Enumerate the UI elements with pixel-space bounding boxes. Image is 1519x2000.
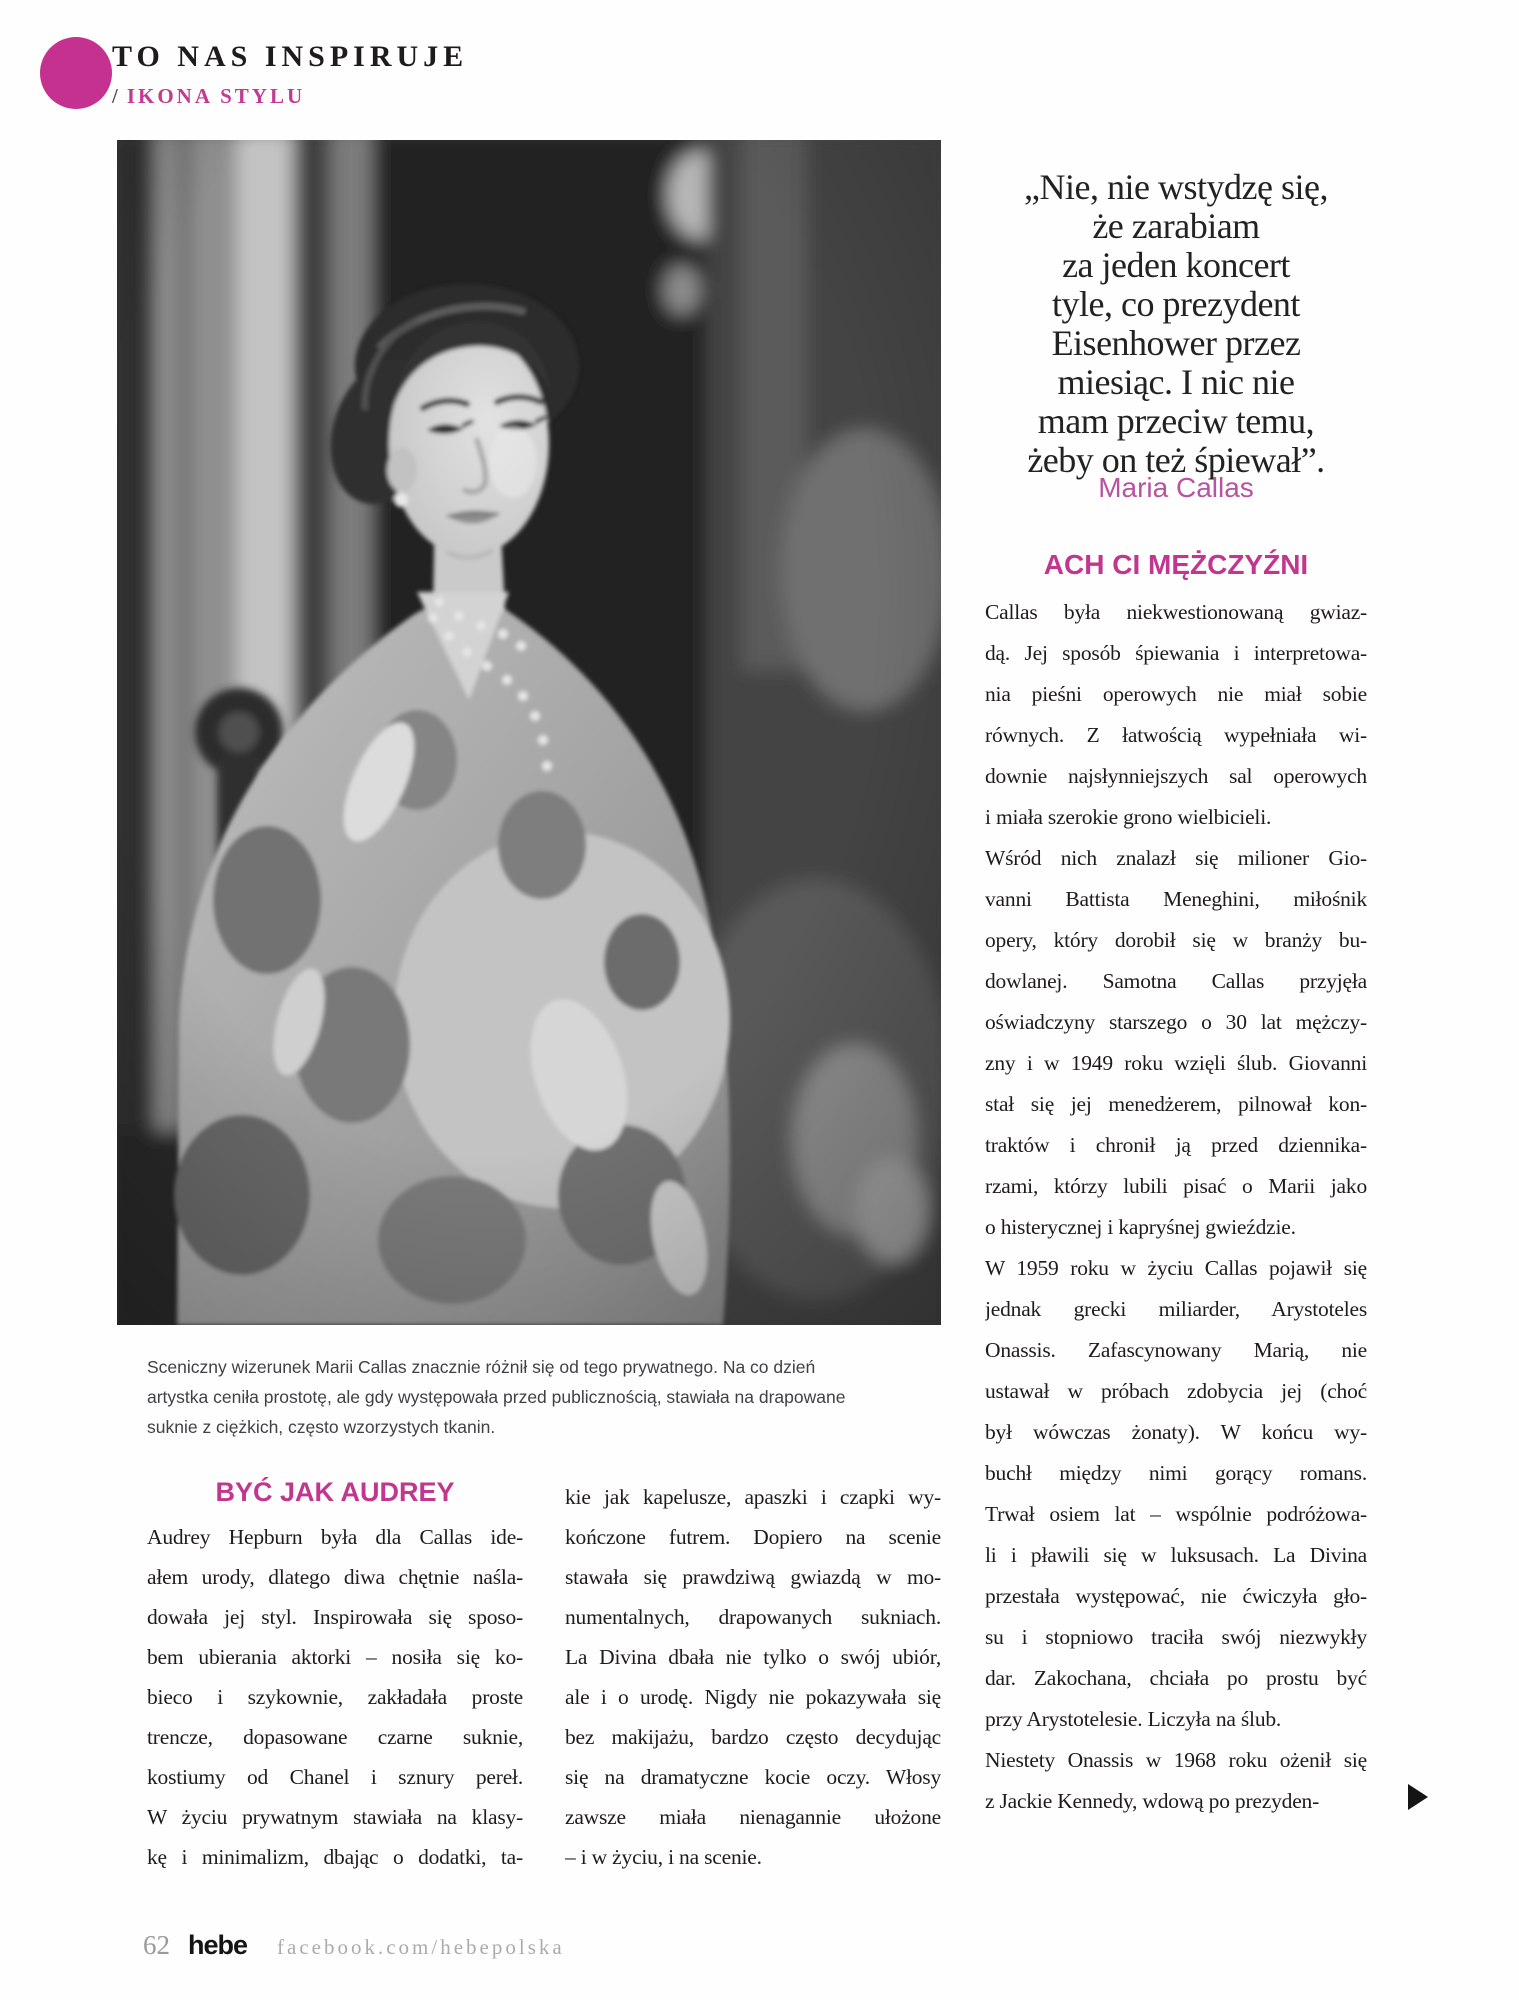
pull-quote-line: tyle, co prezydent bbox=[1052, 284, 1300, 324]
article-line: stawała się prawdziwą gwiazdą w mo- bbox=[565, 1565, 941, 1589]
section-title bbox=[112, 84, 305, 109]
article-column-left bbox=[147, 1517, 523, 1877]
article-line: La Divina dbała nie tylko o swój ubiór, bbox=[565, 1645, 941, 1669]
photo-illustration bbox=[117, 140, 941, 1325]
page-footer bbox=[143, 1930, 565, 1961]
article-line: jednak grecki miliarder, Arystoteles bbox=[985, 1297, 1367, 1321]
pull-quote-line: że zarabiam bbox=[1092, 206, 1260, 246]
pull-quote-line: żeby on też śpiewał”. bbox=[1027, 440, 1325, 480]
article-line: vanni Battista Meneghini, miłośnik bbox=[985, 887, 1367, 911]
article-line: ale i o urodę. Nigdy nie pokazywała się bbox=[565, 1685, 941, 1709]
article-line: nia pieśni operowych nie miał sobie bbox=[985, 682, 1367, 706]
magenta-dot-icon bbox=[40, 37, 112, 109]
article-line: ustawał w próbach zdobycia jej (choć bbox=[985, 1379, 1367, 1403]
article-line: Audrey Hepburn była dla Callas ide- bbox=[147, 1525, 523, 1549]
article-line: i miała szerokie grono wielbicieli. bbox=[985, 805, 1272, 829]
article-line: Wśród nich znalazł się milioner Gio- bbox=[985, 846, 1367, 870]
article-line: stał się jej menedżerem, pilnował kon- bbox=[985, 1092, 1367, 1116]
pull-quote-line: za jeden koncert bbox=[1062, 245, 1290, 285]
article-line: traktów i chronił ją przed dziennika- bbox=[985, 1133, 1367, 1157]
article-line: Onassis. Zafascynowany Marią, nie bbox=[985, 1338, 1367, 1362]
article-line: przestała występować, nie ćwiczyła gło- bbox=[985, 1584, 1367, 1608]
article-line: kończone futrem. Dopiero na scenie bbox=[565, 1525, 941, 1549]
article-line: opery, który dorobił się w branży bu- bbox=[985, 928, 1367, 952]
caption-line: suknie z ciężkich, często wzorzystych tkanin. bbox=[147, 1417, 496, 1437]
article-line: o histerycznej i kapryśnej gwieździe. bbox=[985, 1215, 1296, 1239]
caption-line: Sceniczny wizerunek Marii Callas znacznie różnił się od tego prywatnego. Na co dzień bbox=[147, 1357, 816, 1377]
article-line: – i w życiu, i na scenie. bbox=[565, 1845, 762, 1869]
article-line: się na dramatyczne kocie oczy. Włosy bbox=[565, 1765, 941, 1789]
pull-quote-line: Eisenhower przez bbox=[1051, 323, 1301, 363]
pull-quote-line: miesiąc. I nic nie bbox=[1057, 362, 1295, 402]
article-line: bez makijażu, bardzo często decydując bbox=[565, 1725, 941, 1749]
maria-callas-photo bbox=[117, 140, 941, 1325]
article-line: kie jak kapelusze, apaszki i czapki wy- bbox=[565, 1485, 941, 1509]
article-line: dowała jej styl. Inspirowała się sposo- bbox=[147, 1605, 523, 1629]
pull-quote bbox=[985, 168, 1367, 480]
hebe-logo: hebe bbox=[188, 1930, 248, 1960]
article-line: Niestety Onassis w 1968 roku ożenił się bbox=[985, 1748, 1367, 1772]
article-line: przy Arystotelesie. Liczyła na ślub. bbox=[985, 1707, 1282, 1731]
article-line: kostiumy od Chanel i sznury pereł. bbox=[147, 1765, 523, 1789]
article-line: oświadczyny starszego o 30 lat mężczy- bbox=[985, 1010, 1367, 1034]
section-heading-men: ACH CI MĘŻCZYŹNI bbox=[1043, 549, 1309, 580]
article-line: downie najsłynniejszych sal operowych bbox=[985, 764, 1367, 788]
section-slash: / bbox=[112, 84, 121, 108]
article-column-middle bbox=[565, 1477, 941, 1877]
article-line: zny i w 1949 roku wzięli ślub. Giovanni bbox=[985, 1051, 1367, 1075]
article-line: z Jackie Kennedy, wdową po prezyden- bbox=[985, 1789, 1320, 1813]
article-line: dar. Zakochana, chciała po prostu być bbox=[985, 1666, 1367, 1690]
continuation-arrow-icon bbox=[1408, 1784, 1428, 1810]
article-line: równych. Z łatwością wypełniała wi- bbox=[985, 723, 1367, 747]
article-line: dą. Jej sposób śpiewania i interpretowa- bbox=[985, 641, 1367, 665]
pull-quote-line: mam przeciw temu, bbox=[1037, 401, 1315, 441]
article-line: rzami, którzy lubili pisać o Marii jako bbox=[985, 1174, 1367, 1198]
page-kicker: TO NAS INSPIRUJE bbox=[112, 40, 469, 73]
article-line: Trwał osiem lat – wspólnie podróżowa- bbox=[985, 1502, 1367, 1526]
article-line: numentalnych, drapowanych sukniach. bbox=[565, 1605, 941, 1629]
article-line: kę i minimalizm, dbając o dodatki, ta- bbox=[147, 1845, 523, 1869]
page-number: 62 bbox=[143, 1930, 170, 1960]
section-heading-audrey: BYĆ JAK AUDREY bbox=[215, 1477, 455, 1507]
article-column-right bbox=[985, 592, 1367, 1822]
caption-line: artystka ceniła prostotę, ale gdy występowała przed publicznością, stawiała na drapowane bbox=[147, 1387, 846, 1407]
article-line: bieco i szykownie, zakładała proste bbox=[147, 1685, 523, 1709]
footer-url: facebook.com/hebepolska bbox=[277, 1935, 565, 1959]
article-line: buchł między nimi gorący romans. bbox=[985, 1461, 1367, 1485]
photo-caption bbox=[147, 1352, 917, 1442]
section-name: IKONA STYLU bbox=[126, 84, 306, 108]
article-line: był wówczas żonaty). W końcu wy- bbox=[985, 1420, 1367, 1444]
article-line: trencze, dopasowane czarne suknie, bbox=[147, 1725, 523, 1749]
article-line: su i stopniowo traciła swój niezwykły bbox=[985, 1625, 1367, 1649]
pull-quote-line: „Nie, nie wstydzę się, bbox=[1024, 167, 1328, 207]
article-line: zawsze miała nienagannie ułożone bbox=[565, 1805, 941, 1829]
article-line: dowlanej. Samotna Callas przyjęła bbox=[985, 969, 1367, 993]
article-line: W życiu prywatnym stawiała na klasy- bbox=[147, 1805, 523, 1829]
article-line: li i pławili się w luksusach. La Divina bbox=[985, 1543, 1367, 1567]
article-line: Callas była niekwestionowaną gwiaz- bbox=[985, 600, 1367, 624]
article-line: bem ubierania aktorki – nosiła się ko- bbox=[147, 1645, 523, 1669]
article-line: ałem urody, dlatego diwa chętnie naśla- bbox=[147, 1565, 523, 1589]
quote-attribution: Maria Callas bbox=[1098, 472, 1254, 503]
article-line: W 1959 roku w życiu Callas pojawił się bbox=[985, 1256, 1367, 1280]
